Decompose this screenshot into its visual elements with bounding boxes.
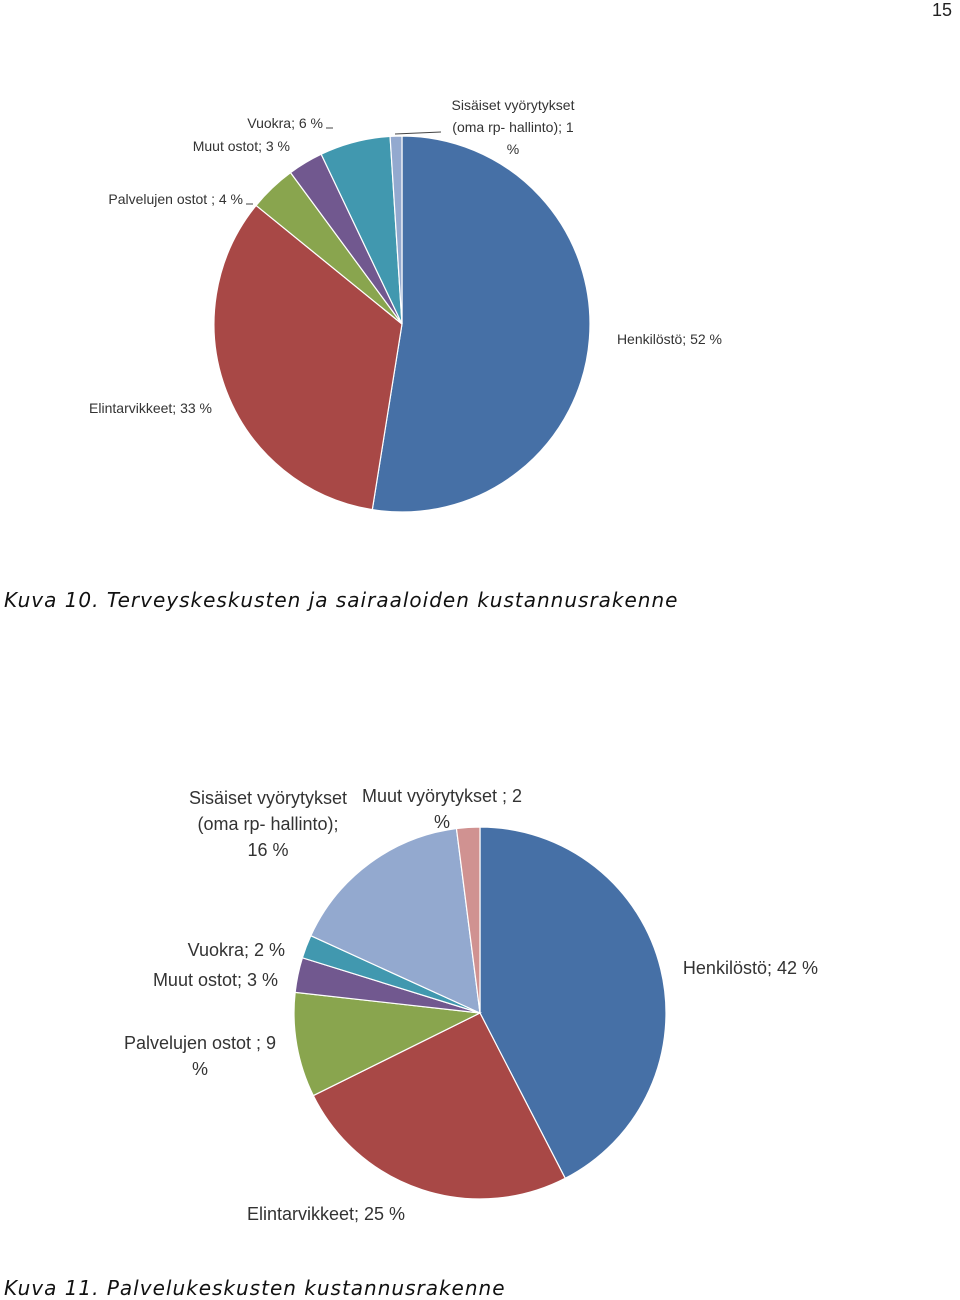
leader-line <box>395 132 441 134</box>
figure-caption-10: Kuva 10. Terveyskeskusten ja sairaaloiden kustannusrakenne <box>4 588 679 612</box>
data-label-muut-ostot: Muut ostot; 3 % <box>192 138 290 154</box>
pie-chart-palvelukeskukset <box>0 770 960 1270</box>
data-label-muut-ostot: Muut ostot; 3 % <box>152 970 278 990</box>
data-label-vuokra: Vuokra; 2 % <box>187 940 285 960</box>
pie-chart-terveyskeskukset <box>0 0 960 560</box>
data-label-vuokra: Vuokra; 6 % <box>247 115 323 131</box>
pie-slice-henkilöstö <box>372 136 590 512</box>
data-label-sisäiset-vyörytykset-oma-rp-hallinto: Sisäiset vyörytykset (oma rp- hallinto); 16 % <box>188 788 348 860</box>
data-label-henkilöstö: Henkilöstö; 52 % <box>616 331 722 347</box>
data-label-henkilöstö: Henkilöstö; 42 % <box>682 958 818 978</box>
page-number: 15 <box>931 0 952 20</box>
data-label-palvelujen-ostot: Palvelujen ostot ; 4 % <box>108 191 243 207</box>
data-label-elintarvikkeet: Elintarvikkeet; 25 % <box>246 1204 406 1224</box>
data-label-palvelujen-ostot: Palvelujen ostot ; 9 % <box>123 1033 277 1079</box>
data-label-elintarvikkeet: Elintarvikkeet; 33 % <box>89 400 212 416</box>
figure-caption-11: Kuva 11. Palvelukeskusten kustannusrakenne <box>4 1276 506 1300</box>
data-label-sisäiset-vyörytykset-oma-rp-hallinto: Sisäiset vyörytykset (oma rp- hallinto); 1 % <box>451 97 575 157</box>
data-label-muut-vyörytykset: Muut vyörytykset ; 2 % <box>361 786 523 832</box>
